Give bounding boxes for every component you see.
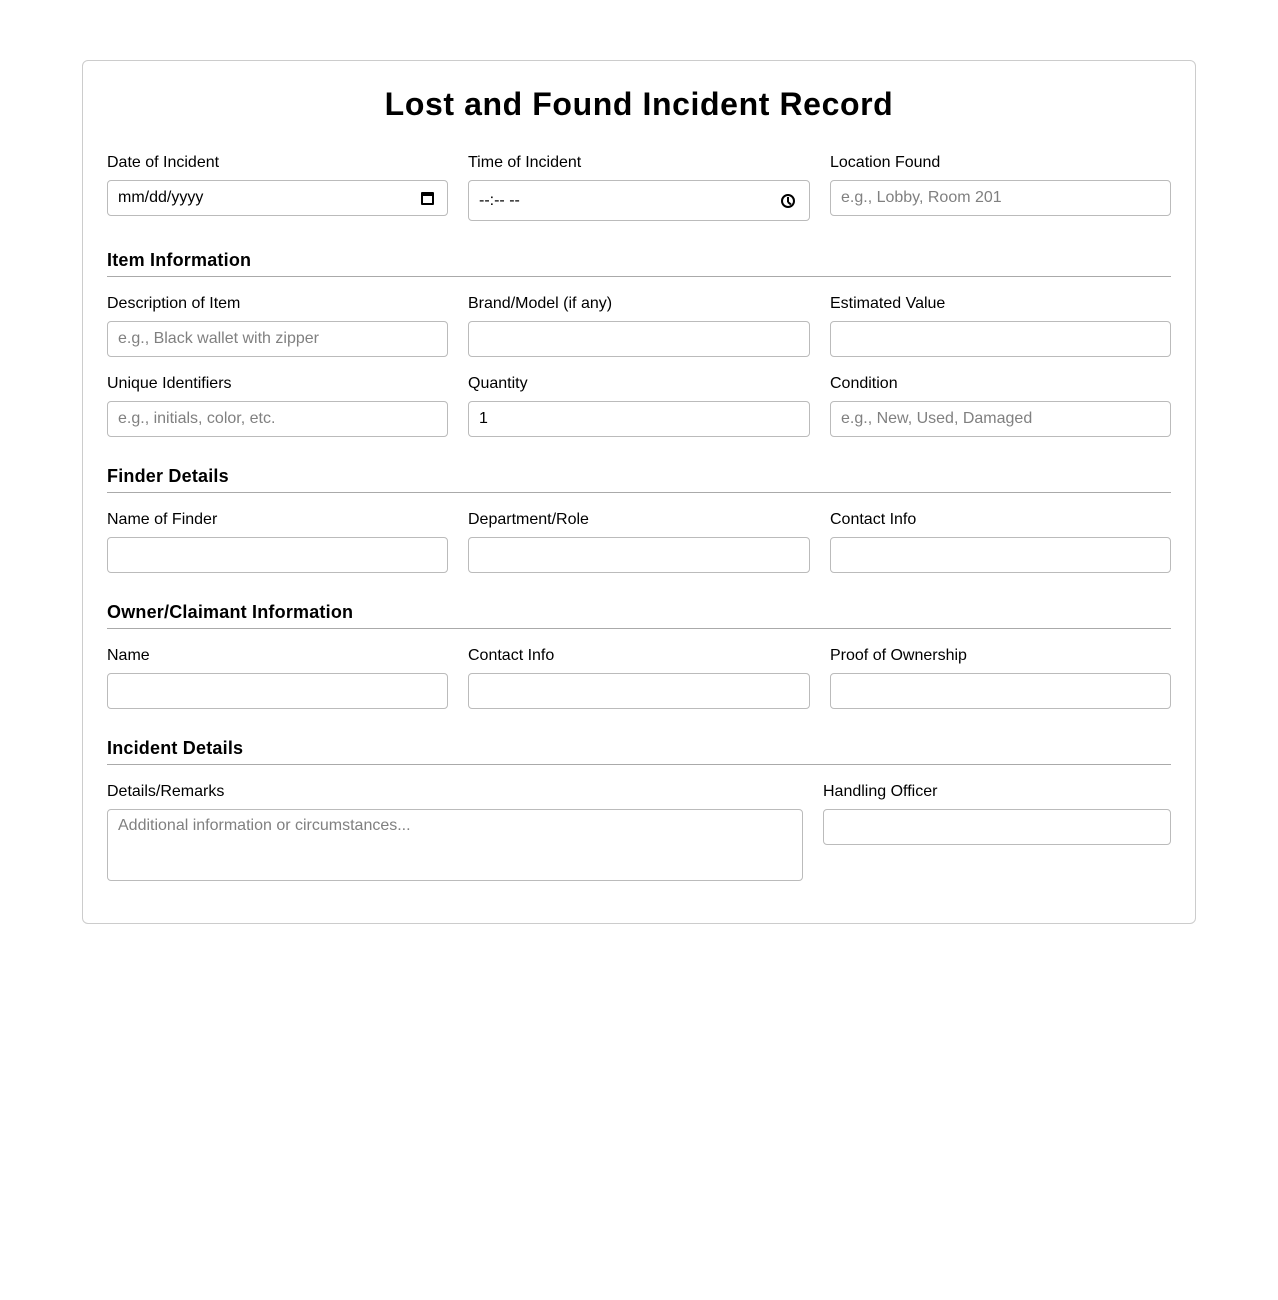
proof-of-ownership-input[interactable] [830,673,1171,709]
section-item-information [107,249,1171,277]
section-heading: Finder Details [107,466,229,486]
remarks-placeholder: Additional information or circumstances... [118,817,411,834]
quantity-field-group [468,375,810,437]
condition-input[interactable] [830,401,1171,437]
description-field-group [107,295,448,357]
time-input[interactable] [468,180,810,221]
department-field-group [468,511,810,573]
finder-name-input[interactable] [107,537,448,573]
section-heading: Owner/Claimant Information [107,602,354,622]
page-title: Lost and Found Incident Record [384,86,894,122]
owner-contact-field-group [468,647,810,709]
description-placeholder: e.g., Black wallet with zipper [118,330,319,347]
location-input[interactable] [830,180,1171,216]
date-field-group [107,154,448,216]
remarks-textarea[interactable] [107,809,803,881]
brand-field-group [468,295,810,357]
officer-field-group [823,783,1171,845]
finder-name-label: Name of Finder [107,511,218,528]
time-field-group [468,154,810,221]
remarks-label: Details/Remarks [107,783,225,800]
quantity-input[interactable] [468,401,810,437]
clock-icon[interactable] [781,194,795,208]
location-placeholder: e.g., Lobby, Room 201 [841,189,1002,206]
section-owner-information [107,601,1171,629]
finder-contact-input[interactable] [830,537,1171,573]
time-value: --:-- -- [479,191,520,209]
owner-name-label: Name [107,647,150,664]
value-field-group [830,295,1171,357]
brand-input[interactable] [468,321,810,357]
handling-officer-input[interactable] [823,809,1171,845]
section-heading: Item Information [107,250,252,270]
location-field-group [830,154,1171,216]
owner-contact-label: Contact Info [468,647,555,664]
owner-name-input[interactable] [107,673,448,709]
description-label: Description of Item [107,295,241,312]
condition-label: Condition [830,375,898,392]
date-label: Date of Incident [107,154,220,171]
date-value: mm/dd/yyyy [118,189,204,206]
remarks-field-group [107,783,803,881]
time-label: Time of Incident [468,154,582,171]
department-label: Department/Role [468,511,589,528]
proof-label: Proof of Ownership [830,647,967,664]
value-label: Estimated Value [830,295,946,312]
identifiers-placeholder: e.g., initials, color, etc. [118,410,276,427]
quantity-label: Quantity [468,375,528,392]
identifiers-input[interactable] [107,401,448,437]
location-label: Location Found [830,154,941,171]
estimated-value-input[interactable] [830,321,1171,357]
date-input[interactable] [107,180,448,216]
condition-field-group [830,375,1171,437]
section-heading: Incident Details [107,738,244,758]
finder-contact-label: Contact Info [830,511,917,528]
proof-field-group [830,647,1171,709]
owner-contact-input[interactable] [468,673,810,709]
section-incident-details [107,737,1171,765]
owner-name-field-group [107,647,448,709]
department-input[interactable] [468,537,810,573]
quantity-value: 1 [479,410,488,427]
section-finder-details [107,465,1171,493]
identifiers-label: Unique Identifiers [107,375,232,392]
description-input[interactable] [107,321,448,357]
finder-contact-field-group [830,511,1171,573]
identifiers-field-group [107,375,448,437]
incident-form-card [82,60,1196,924]
finder-name-field-group [107,511,448,573]
condition-placeholder: e.g., New, Used, Damaged [841,410,1033,427]
officer-label: Handling Officer [823,783,938,800]
brand-label: Brand/Model (if any) [468,295,613,312]
calendar-icon[interactable] [421,192,434,205]
